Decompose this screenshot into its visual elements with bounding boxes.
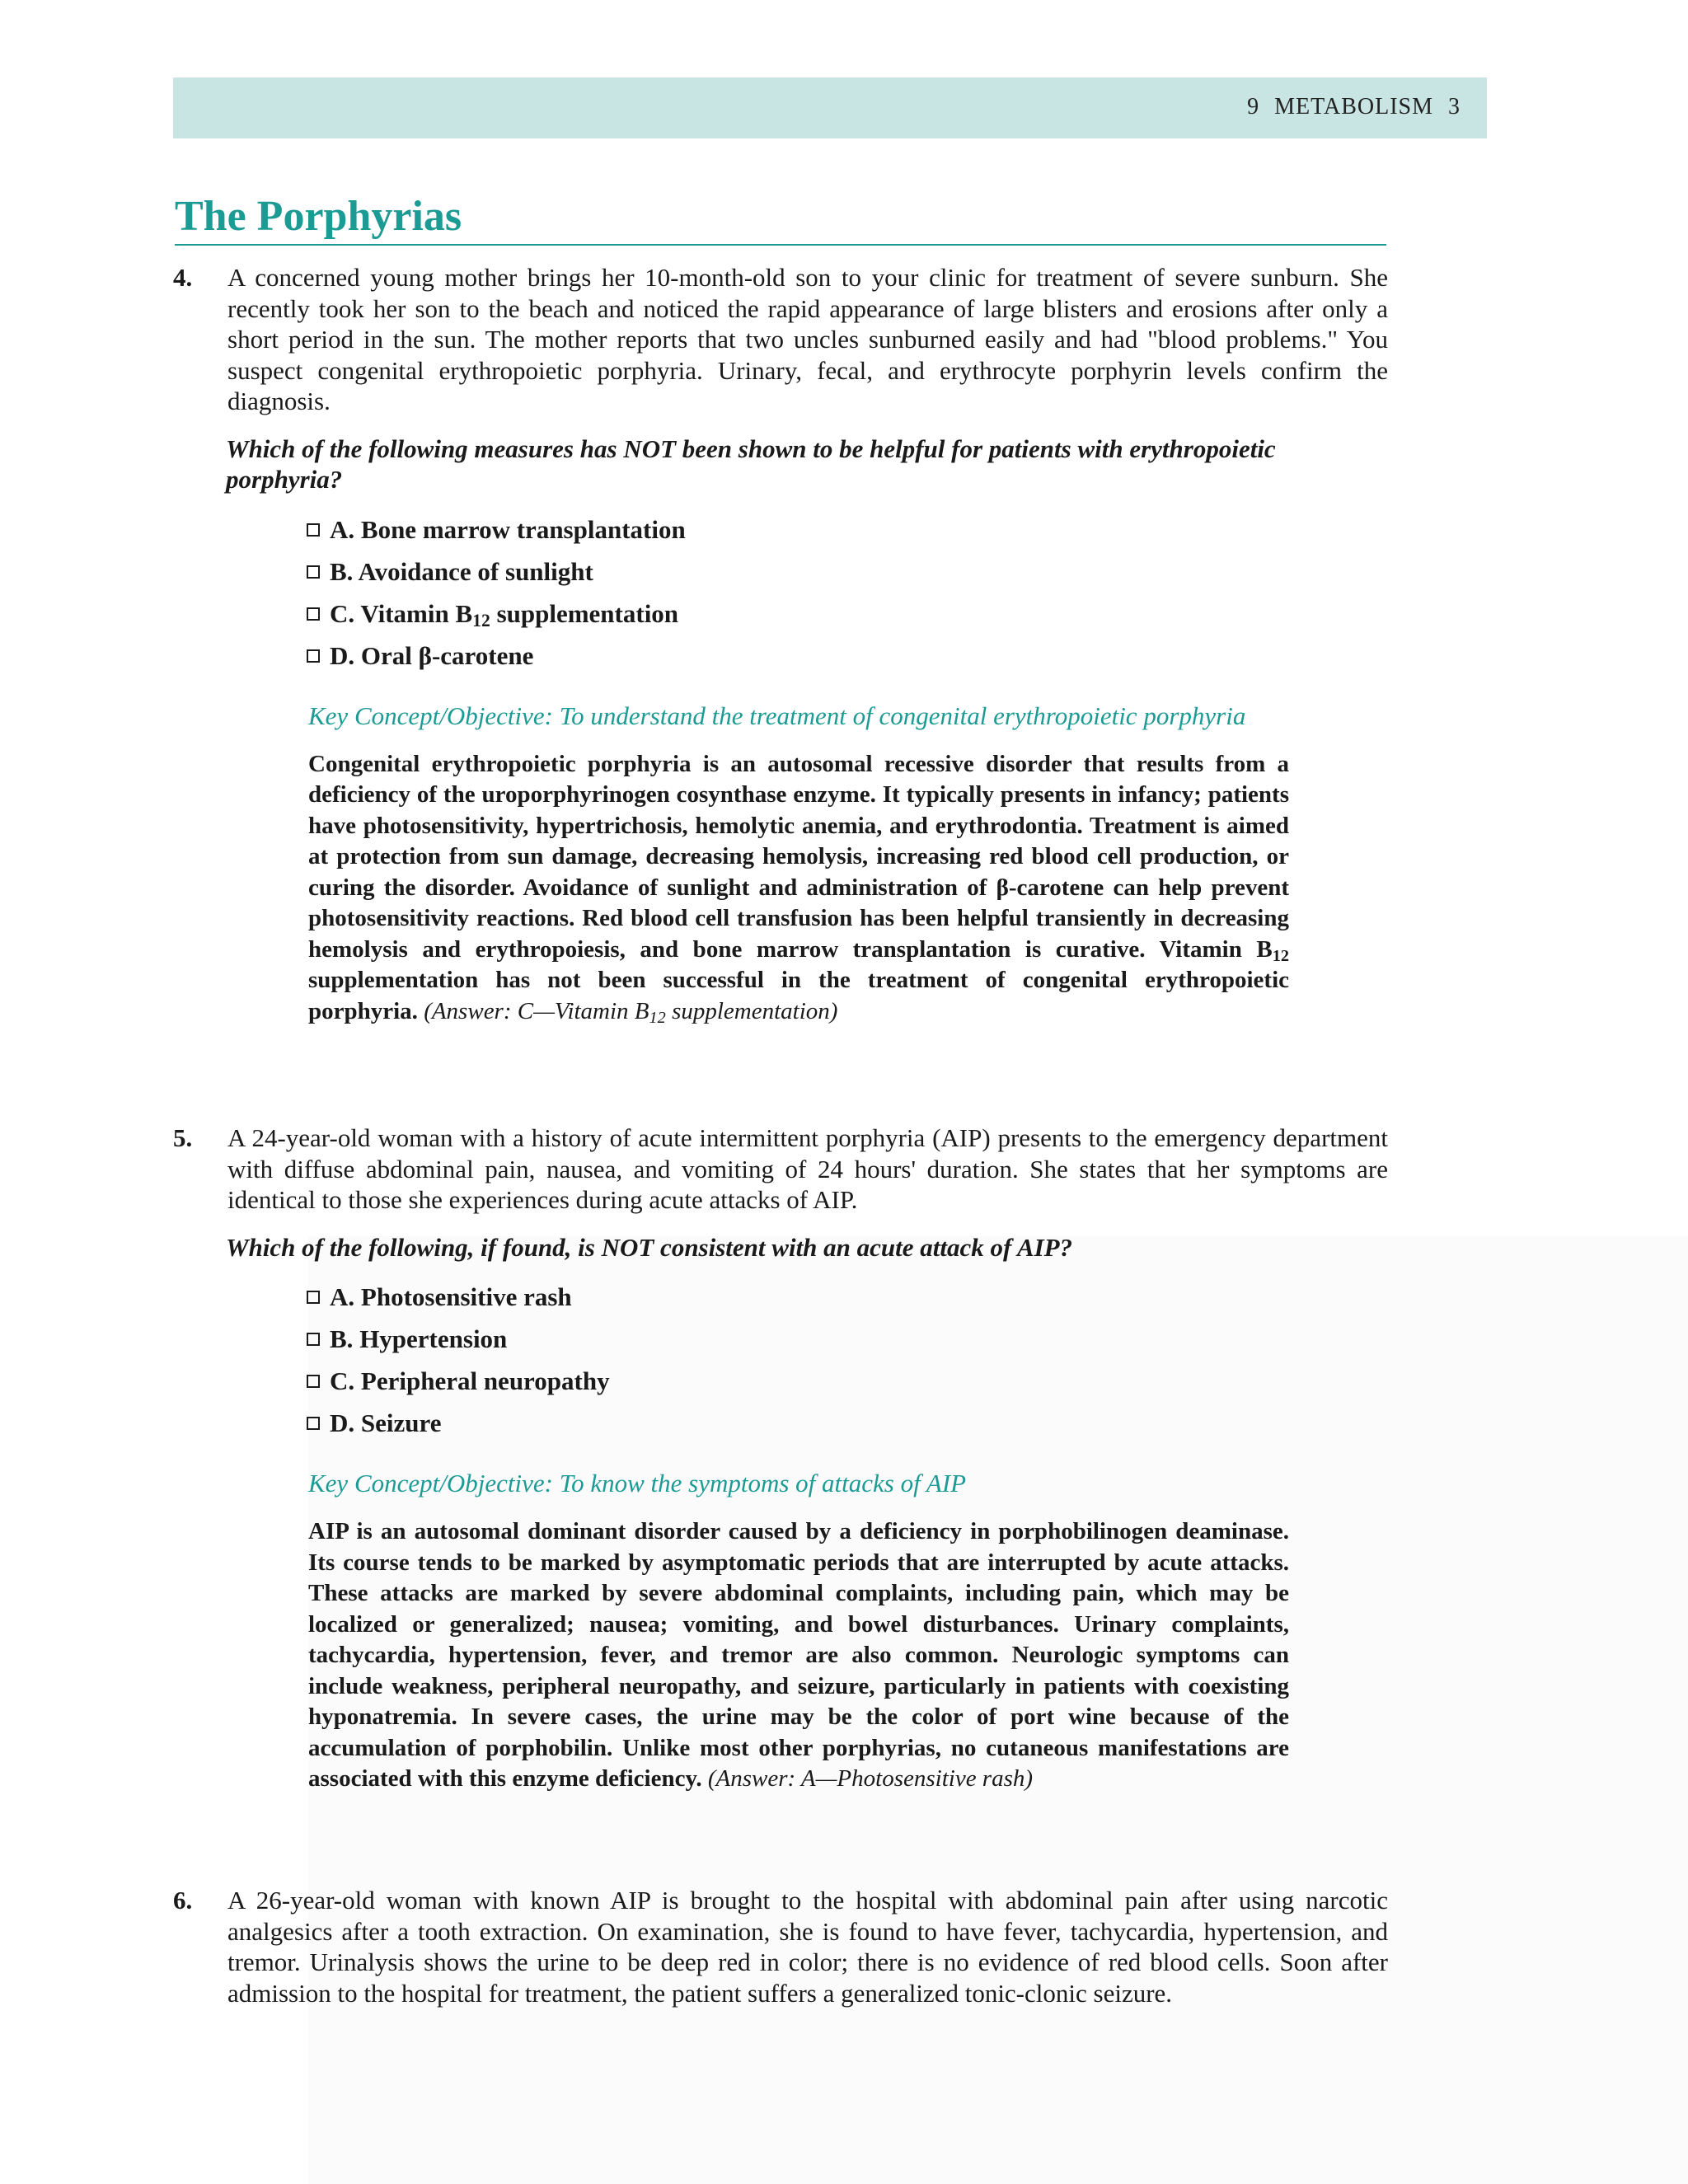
option-letter: B. bbox=[330, 1324, 354, 1353]
question-5 bbox=[173, 1122, 1388, 1795]
option-text-rest: supplementation bbox=[490, 598, 679, 628]
running-header-text bbox=[1232, 94, 1461, 120]
option-a[interactable] bbox=[307, 509, 1388, 551]
explanation bbox=[308, 749, 1289, 1028]
option-a[interactable] bbox=[307, 1276, 1388, 1318]
option-d[interactable] bbox=[307, 635, 1388, 677]
answer-text: (Answer: C—Vitamin B bbox=[424, 997, 649, 1024]
option-d[interactable] bbox=[307, 1402, 1388, 1444]
question-number: 6. bbox=[173, 1886, 193, 1915]
explanation-text: Congenital erythropoietic porphyria is an autosomal recessive disorder that results from a deficiency of the uroporphyrinogen cosynthase enzyme. It typically presents in infancy; patients have photosensitivity, hypertrichosis, hemolytic anemia, and erythrodontia. Treatment is aimed at protection from sun damage, decreasing hemolysis, increasing red blood cell production, or curing the disorder. Avoidance of sunlight and administration of β-carotene can help prevent photosensitivity reactions. Red blood cell transfusion has been helpful transiently in decreasing hemolysis and erythropoiesis, and bone marrow transplantation is curative. Vitamin B bbox=[308, 750, 1289, 963]
explanation-text-rest: supplementation has not been successful in the treatment of congenital erythropoietic porphyria. bbox=[308, 967, 1289, 1024]
subscript: 12 bbox=[649, 1008, 666, 1027]
option-letter: B. bbox=[330, 556, 354, 586]
key-concept: Key Concept/Objective: To understand the treatment of congenital erythropoietic porphyria bbox=[308, 701, 1246, 730]
option-text: Avoidance of sunlight bbox=[358, 556, 593, 586]
question-number: 4. bbox=[173, 263, 193, 292]
question-stem: A concerned young mother brings her 10-month-old son to your clinic for treatment of severe sunburn. She recently took her son to the beach and noticed the rapid appearance of large blisters and erosions after only a short period in the sun. The mother reports that two uncles sunburned easily and had "blood problems." You suspect congenital erythropoietic porphyria. Urinary, fecal, and erythrocyte porphyrin levels confirm the diagnosis. bbox=[227, 263, 1388, 415]
option-letter: A. bbox=[330, 1282, 355, 1311]
section-title: The Porphyrias bbox=[175, 191, 1386, 246]
option-letter: C. bbox=[330, 1366, 355, 1395]
question-6 bbox=[173, 1885, 1388, 2008]
question-stem: A 24-year-old woman with a history of acute intermittent porphyria (AIP) presents to the emergency department with diffuse abdominal pain, nausea, and vomiting of 24 hours' duration. She states that her symptoms are identical to those she experiences during acute attacks of AIP. bbox=[227, 1123, 1388, 1214]
option-c[interactable] bbox=[307, 593, 1388, 635]
option-text bbox=[360, 599, 678, 628]
running-header bbox=[173, 77, 1487, 138]
explanation bbox=[308, 1516, 1289, 1795]
question-stem: A 26-year-old woman with known AIP is brought to the hospital with abdominal pain after using narcotic analgesics after a tooth extraction. On examination, she is found to have fever, tachycardia, hypertension, and tremor. Urinalysis shows the urine to be deep red in color; there is no evidence of red blood cells. Soon after admission to the hospital for treatment, the patient suffers a generalized tonic-clonic seizure. bbox=[227, 1886, 1388, 2008]
option-text: Hypertension bbox=[359, 1324, 508, 1353]
chapter-number: 9 bbox=[1247, 94, 1260, 120]
question-prompt: Which of the following measures has NOT been shown to be helpful for patients with erythropoietic porphyria? bbox=[226, 434, 1276, 494]
question-prompt: Which of the following, if found, is NOT consistent with an acute attack of AIP? bbox=[226, 1232, 1073, 1262]
question-4 bbox=[173, 262, 1388, 1027]
answer-text-rest: supplementation) bbox=[665, 997, 838, 1024]
option-letter: C. bbox=[330, 598, 355, 628]
page-number: 3 bbox=[1448, 94, 1461, 120]
option-letter: A. bbox=[330, 514, 355, 544]
checkbox-icon[interactable] bbox=[307, 565, 320, 579]
option-letter: D. bbox=[330, 640, 355, 670]
option-text-main: Vitamin B bbox=[360, 598, 473, 628]
chapter-title: METABOLISM bbox=[1274, 94, 1433, 120]
answer-options bbox=[307, 509, 1388, 677]
option-text: Peripheral neuropathy bbox=[360, 1366, 610, 1395]
checkbox-icon[interactable] bbox=[307, 523, 320, 537]
subscript: 12 bbox=[472, 610, 490, 630]
checkbox-icon[interactable] bbox=[307, 607, 320, 621]
option-letter: D. bbox=[330, 1408, 355, 1437]
option-text: Photosensitive rash bbox=[360, 1282, 572, 1311]
checkbox-icon[interactable] bbox=[307, 1375, 320, 1388]
explanation-text: AIP is an autosomal dominant disorder caused by a deficiency in porphobilinogen deaminase. Its course tends to be marked by asymptomatic periods that are interrupted by acute attacks. These attacks are marked by severe abdominal complaints, including pain, which may be localized or generalized; nausea; vomiting, and bowel disturbances. Urinary complaints, tachycardia, hypertension, fever, and tremor are also common. Neurologic symptoms can include weakness, peripheral neuropathy, and seizure, particularly in patients with coexisting hyponatremia. In severe cases, the urine may be the color of port wine because of the accumulation of porphobilin. Unlike most other porphyrias, no cutaneous manifestations are associated with this enzyme deficiency. bbox=[308, 1518, 1289, 1792]
checkbox-icon[interactable] bbox=[307, 1417, 320, 1430]
answer-options bbox=[307, 1276, 1388, 1444]
question-number: 5. bbox=[173, 1123, 193, 1152]
checkbox-icon[interactable] bbox=[307, 1333, 320, 1346]
checkbox-icon[interactable] bbox=[307, 1291, 320, 1304]
option-text: Oral β-carotene bbox=[360, 640, 534, 670]
answer-statement: (Answer: A—Photosensitive rash) bbox=[707, 1765, 1034, 1792]
option-b[interactable] bbox=[307, 551, 1388, 593]
checkbox-icon[interactable] bbox=[307, 649, 320, 663]
option-c[interactable] bbox=[307, 1360, 1388, 1402]
answer-statement bbox=[424, 997, 838, 1027]
option-text: Bone marrow transplantation bbox=[360, 514, 686, 544]
option-b[interactable] bbox=[307, 1318, 1388, 1360]
subscript: 12 bbox=[1272, 946, 1289, 965]
option-text: Seizure bbox=[360, 1408, 442, 1437]
key-concept: Key Concept/Objective: To know the symptoms of attacks of AIP bbox=[308, 1469, 967, 1497]
